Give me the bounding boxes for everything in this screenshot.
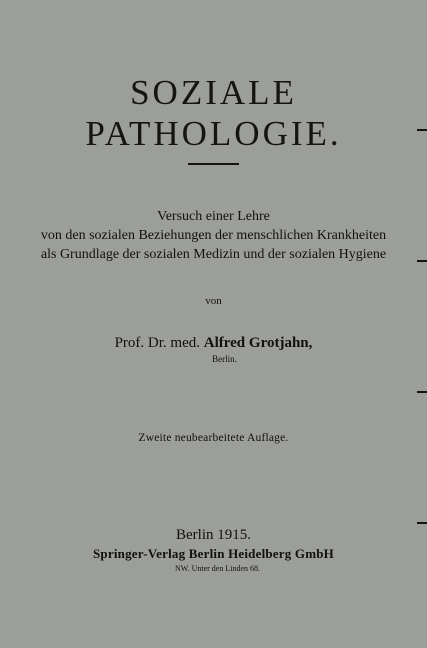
author-title: Prof. Dr. med.: [114, 335, 201, 351]
edge-tick-mark: [417, 391, 427, 393]
title-line-1: SOZIALE: [130, 73, 297, 112]
subtitle-line-3: als Grundlage der sozialen Medizin und der sozialen Hygiene: [40, 247, 387, 262]
author-city: Berlin.: [212, 354, 237, 364]
title-divider: [188, 163, 239, 165]
imprint-place-year: Berlin 1915.: [176, 527, 251, 543]
edition-note: Zweite neubearbeitete Auflage.: [138, 432, 289, 444]
author-line: [0, 334, 427, 352]
edge-tick-mark: [417, 522, 427, 524]
subtitle-line-1: Versuch einer Lehre: [157, 209, 270, 224]
publisher-name: Springer-Verlag Berlin Heidelberg GmbH: [93, 546, 334, 561]
by-word: von: [205, 295, 222, 307]
publisher-address: NW. Unter den Linden 68.: [174, 564, 261, 573]
author-name: Alfred Grotjahn,: [203, 335, 313, 351]
subtitle-line-2: von den sozialen Beziehungen der menschlichen Krankheiten: [40, 228, 387, 243]
title-line-2: PATHOLOGIE.: [85, 114, 342, 153]
